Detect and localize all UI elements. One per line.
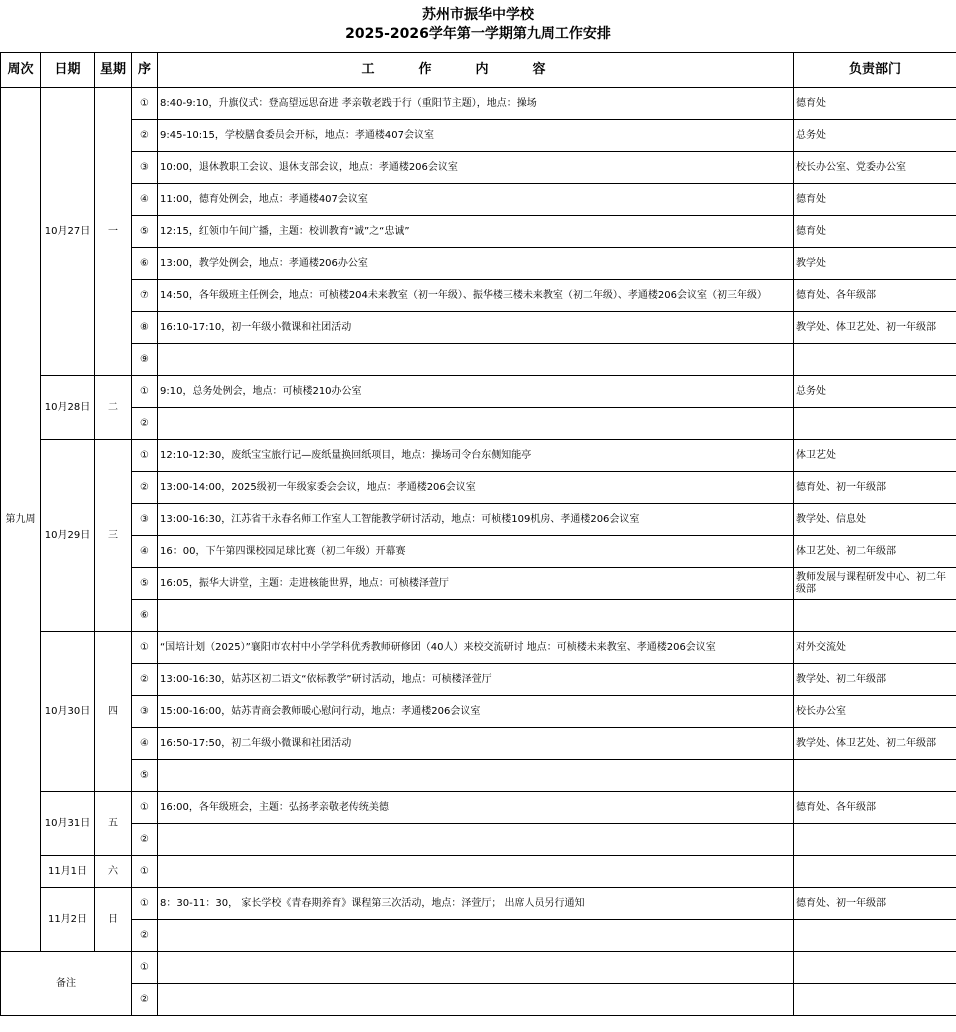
dept-cell <box>794 344 956 376</box>
seq-cell: ② <box>132 664 158 696</box>
content-cell: 13:00-16:30，姑苏区初二语文“依标教学”研讨活动，地点：可桢楼泽萱厅 <box>158 664 794 696</box>
content-cell: 9:10，总务处例会，地点：可桢楼210办公室 <box>158 376 794 408</box>
dept-cell: 教学处、信息处 <box>794 504 956 536</box>
seq-cell: ① <box>132 88 158 120</box>
schedule-row <box>1 248 956 280</box>
weekday-cell: 日 <box>95 888 132 952</box>
seq-cell: ② <box>132 472 158 504</box>
content-cell <box>158 344 794 376</box>
dept-cell <box>794 920 956 952</box>
header-date: 日期 <box>41 53 95 88</box>
content-cell <box>158 760 794 792</box>
seq-cell: ⑨ <box>132 344 158 376</box>
header-row <box>1 53 956 88</box>
schedule-row <box>1 728 956 760</box>
date-cell: 11月2日 <box>41 888 95 952</box>
schedule-row <box>1 440 956 472</box>
dept-cell: 教学处、体卫艺处、初二年级部 <box>794 728 956 760</box>
content-cell <box>158 824 794 856</box>
date-cell: 10月31日 <box>41 792 95 856</box>
content-cell <box>158 984 794 1016</box>
weekday-cell: 三 <box>95 440 132 632</box>
week-cell: 第九周 <box>1 88 41 952</box>
content-cell: 12:15，红领巾午间广播，主题：校训教育“诚”之“忠诚” <box>158 216 794 248</box>
weekday-cell: 五 <box>95 792 132 856</box>
seq-cell: ① <box>132 376 158 408</box>
remarks-row <box>1 984 956 1016</box>
dept-cell: 德育处 <box>794 216 956 248</box>
header-seq: 序 <box>132 53 158 88</box>
content-cell: 13:00，教学处例会，地点：孝通楼206办公室 <box>158 248 794 280</box>
schedule-subtitle: 2025-2026学年第一学期第九周工作安排 <box>345 26 611 42</box>
content-cell: 13:00-16:30，江苏省干永春名师工作室人工智能教学研讨活动，地点：可桢楼109机房、孝通楼206会议室 <box>158 504 794 536</box>
content-cell: 16:00，各年级班会，主题：弘扬孝亲敬老传统美德 <box>158 792 794 824</box>
dept-cell: 校长办公室 <box>794 696 956 728</box>
schedule-row <box>1 472 956 504</box>
dept-cell: 德育处、各年级部 <box>794 280 956 312</box>
header-content: 工作内容 <box>158 53 794 88</box>
title-block <box>0 6 956 44</box>
content-cell: 15:00-16:00，姑苏青商会教师暖心慰问行动，地点：孝通楼206会议室 <box>158 696 794 728</box>
date-cell: 10月30日 <box>41 632 95 792</box>
schedule-row <box>1 344 956 376</box>
content-cell: 16:50-17:50，初二年级小微课和社团活动 <box>158 728 794 760</box>
seq-cell: ② <box>132 408 158 440</box>
schedule-row <box>1 408 956 440</box>
dept-cell: 德育处 <box>794 88 956 120</box>
schedule-row <box>1 568 956 600</box>
dept-cell <box>794 408 956 440</box>
content-cell <box>158 952 794 984</box>
weekday-cell: 六 <box>95 856 132 888</box>
schedule-row <box>1 184 956 216</box>
school-title: 苏州市振华中学校 <box>422 7 534 23</box>
seq-cell: ① <box>132 792 158 824</box>
date-cell: 10月28日 <box>41 376 95 440</box>
content-cell: “国培计划（2025）”襄阳市农村中小学学科优秀教师研修团（40人）来校交流研讨 地点：可桢楼未来教室、孝通楼206会议室 <box>158 632 794 664</box>
dept-cell: 教学处、体卫艺处、初一年级部 <box>794 312 956 344</box>
dept-cell: 总务处 <box>794 120 956 152</box>
schedule-row <box>1 856 956 888</box>
content-cell: 8:40-9:10，升旗仪式：登高望远思奋进 孝亲敬老践于行（重阳节主题），地点：操场 <box>158 88 794 120</box>
seq-cell: ④ <box>132 536 158 568</box>
dept-cell: 体卫艺处、初二年级部 <box>794 536 956 568</box>
dept-cell <box>794 824 956 856</box>
dept-cell: 对外交流处 <box>794 632 956 664</box>
seq-cell: ① <box>132 856 158 888</box>
schedule-row <box>1 696 956 728</box>
content-cell <box>158 856 794 888</box>
remarks-label: 备注 <box>1 952 132 1016</box>
content-cell: 14:50，各年级班主任例会，地点：可桢楼204未来教室（初一年级）、振华楼三楼未来教室（初二年级）、孝通楼206会议室（初三年级） <box>158 280 794 312</box>
content-cell <box>158 408 794 440</box>
dept-cell <box>794 952 956 984</box>
schedule-row <box>1 632 956 664</box>
schedule-row <box>1 88 956 120</box>
dept-cell: 校长办公室、党委办公室 <box>794 152 956 184</box>
seq-cell: ③ <box>132 504 158 536</box>
seq-cell: ④ <box>132 728 158 760</box>
schedule-table <box>0 52 956 1016</box>
content-cell: 11:00，德育处例会，地点：孝通楼407会议室 <box>158 184 794 216</box>
content-cell: 12:10-12:30，废纸宝宝旅行记—废纸量换回纸项目，地点：操场司令台东侧知能亭 <box>158 440 794 472</box>
weekday-cell: 四 <box>95 632 132 792</box>
schedule-row <box>1 600 956 632</box>
header-week: 周次 <box>1 53 41 88</box>
date-cell: 10月27日 <box>41 88 95 376</box>
seq-cell: ③ <box>132 152 158 184</box>
dept-cell: 德育处 <box>794 184 956 216</box>
date-cell: 11月1日 <box>41 856 95 888</box>
header-dept: 负责部门 <box>794 53 956 88</box>
content-cell <box>158 600 794 632</box>
schedule-row <box>1 152 956 184</box>
seq-cell: ⑥ <box>132 600 158 632</box>
content-cell <box>158 920 794 952</box>
dept-cell <box>794 984 956 1016</box>
schedule-row <box>1 376 956 408</box>
seq-cell: ③ <box>132 696 158 728</box>
content-cell: 16:05，振华大讲堂，主题：走进核能世界，地点：可桢楼泽萱厅 <box>158 568 794 600</box>
content-cell: 9:45-10:15，学校膳食委员会开标，地点：孝通楼407会议室 <box>158 120 794 152</box>
schedule-row <box>1 760 956 792</box>
dept-cell: 德育处、初一年级部 <box>794 888 956 920</box>
schedule-body <box>1 88 956 1016</box>
seq-cell: ② <box>132 824 158 856</box>
seq-cell: ⑤ <box>132 760 158 792</box>
schedule-row <box>1 120 956 152</box>
dept-cell: 总务处 <box>794 376 956 408</box>
dept-cell: 德育处、各年级部 <box>794 792 956 824</box>
date-cell: 10月29日 <box>41 440 95 632</box>
content-cell: 8：30-11：30， 家长学校《青春期养育》课程第三次活动，地点：泽萱厅； 出席人员另行通知 <box>158 888 794 920</box>
schedule-row <box>1 888 956 920</box>
seq-cell: ② <box>132 920 158 952</box>
dept-cell: 德育处、初一年级部 <box>794 472 956 504</box>
content-cell: 16:10-17:10，初一年级小微课和社团活动 <box>158 312 794 344</box>
dept-cell: 教学处、初二年级部 <box>794 664 956 696</box>
schedule-row <box>1 280 956 312</box>
seq-cell: ① <box>132 888 158 920</box>
schedule-row <box>1 664 956 696</box>
dept-cell <box>794 760 956 792</box>
schedule-row <box>1 536 956 568</box>
seq-cell: ⑧ <box>132 312 158 344</box>
weekday-cell: 二 <box>95 376 132 440</box>
content-cell: 16：00，下午第四课校园足球比赛（初二年级）开幕赛 <box>158 536 794 568</box>
content-cell: 10:00，退休教职工会议、退休支部会议，地点：孝通楼206会议室 <box>158 152 794 184</box>
schedule-row <box>1 504 956 536</box>
seq-cell: ① <box>132 440 158 472</box>
header-weekday: 星期 <box>95 53 132 88</box>
schedule-row <box>1 792 956 824</box>
remarks-row <box>1 952 956 984</box>
schedule-row <box>1 216 956 248</box>
dept-cell <box>794 600 956 632</box>
content-cell: 13:00-14:00，2025级初一年级家委会会议，地点：孝通楼206会议室 <box>158 472 794 504</box>
dept-cell: 体卫艺处 <box>794 440 956 472</box>
seq-cell: ⑤ <box>132 216 158 248</box>
dept-cell <box>794 856 956 888</box>
weekday-cell: 一 <box>95 88 132 376</box>
dept-cell: 教学处 <box>794 248 956 280</box>
schedule-row <box>1 920 956 952</box>
seq-cell: ④ <box>132 184 158 216</box>
seq-cell: ⑤ <box>132 568 158 600</box>
seq-cell: ⑦ <box>132 280 158 312</box>
seq-cell: ② <box>132 984 158 1016</box>
schedule-row <box>1 824 956 856</box>
seq-cell: ⑥ <box>132 248 158 280</box>
seq-cell: ① <box>132 632 158 664</box>
seq-cell: ① <box>132 952 158 984</box>
seq-cell: ② <box>132 120 158 152</box>
schedule-row <box>1 312 956 344</box>
dept-cell: 教师发展与课程研发中心、初二年级部 <box>794 568 956 600</box>
